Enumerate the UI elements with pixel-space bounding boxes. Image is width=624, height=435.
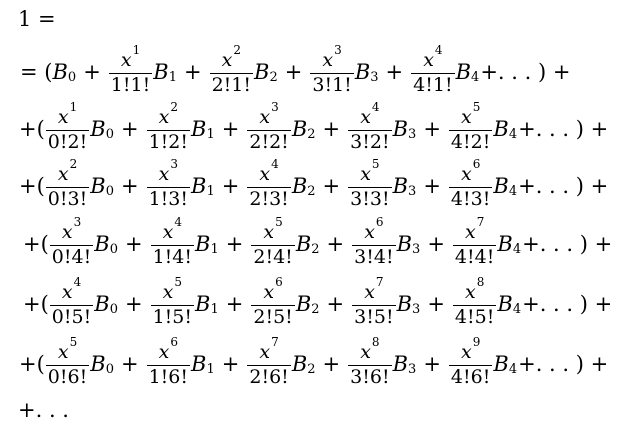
b-term: B $_2$ [295, 292, 320, 317]
subscript: 1 [168, 70, 177, 85]
subscript: 0 [67, 70, 77, 85]
exponent: 5 [174, 274, 182, 289]
fraction [449, 334, 492, 388]
b-term: B $_1$ [195, 292, 219, 317]
fraction-numerator: x $^6$ [158, 334, 178, 363]
fraction-numerator: x $^4$ [259, 156, 279, 185]
plus-operator: + [427, 292, 445, 316]
subscript: 2 [311, 302, 320, 317]
plus-operator: + [284, 60, 303, 84]
row-end: +. . . ) + [518, 352, 609, 376]
subscript: 1 [210, 242, 219, 257]
fraction-denominator: 4!1! [413, 73, 453, 96]
plus-operator: + [221, 117, 240, 141]
row-end: +. . . ) + [518, 117, 609, 141]
plus-operator: + [322, 352, 341, 376]
exponent: 9 [472, 334, 481, 349]
fraction [50, 274, 93, 328]
subscript: 4 [508, 184, 518, 199]
fraction [46, 334, 89, 388]
fraction-denominator: 3!2! [350, 130, 390, 153]
fraction-numerator: x $^4$ [360, 99, 380, 128]
b-term: B $_2$ [291, 352, 316, 377]
fraction-numerator: x $^9$ [460, 334, 481, 363]
fraction [310, 42, 353, 96]
exponent: 1 [69, 99, 78, 114]
plus-operator: + [183, 60, 202, 84]
b-term: B $_2$ [295, 232, 320, 257]
fraction-numerator: x $^7$ [259, 334, 279, 363]
fraction [46, 156, 89, 210]
subscript: 1 [210, 302, 219, 317]
row-end: +. . . ) + [518, 174, 609, 198]
subscript: 3 [412, 242, 421, 257]
exponent: 7 [271, 334, 279, 349]
fraction-numerator: x $^6$ [460, 156, 481, 185]
row-end: +. . . ) + [480, 60, 571, 84]
row-prefix: +( [23, 292, 49, 316]
subscript: 3 [408, 362, 417, 377]
subscript: 2 [311, 242, 320, 257]
fraction [251, 274, 294, 328]
line-ellipsis [18, 398, 69, 422]
b-term: B $_0$ [94, 232, 118, 257]
expansion-row [19, 156, 609, 210]
expansion-row [20, 42, 571, 96]
fraction [210, 42, 253, 96]
fraction-denominator: 2!1! [211, 73, 252, 96]
fraction-denominator: 0!5! [51, 305, 92, 328]
exponent: 6 [170, 334, 178, 349]
plus-operator: + [225, 292, 244, 316]
b-term: B $_4$ [497, 232, 522, 257]
plus-operator: + [124, 232, 143, 256]
row-prefix: +( [19, 352, 45, 376]
plus-operator: + [221, 174, 240, 198]
subscript: 0 [109, 242, 118, 257]
fraction-denominator: 2!3! [249, 187, 289, 210]
identity-text: 1 = [18, 7, 56, 31]
plus-operator: + [120, 117, 139, 141]
fraction-denominator: 4!2! [450, 130, 491, 153]
subscript: 4 [508, 127, 518, 142]
exponent: 7 [476, 214, 485, 229]
fraction-numerator: x $^5$ [263, 214, 283, 243]
plus-operator: + [225, 232, 244, 256]
fraction [449, 156, 492, 210]
exponent: 3 [73, 214, 82, 229]
fraction-denominator: 4!4! [454, 245, 495, 268]
fraction [147, 156, 190, 210]
fraction-numerator: x $^6$ [364, 214, 384, 243]
b-term: B $_2$ [291, 117, 316, 142]
subscript: 4 [512, 302, 522, 317]
b-term: B $_0$ [90, 352, 114, 377]
fraction [352, 274, 395, 328]
fraction [453, 274, 496, 328]
fraction-denominator: 3!5! [354, 305, 394, 328]
fraction-denominator: 0!2! [47, 130, 88, 153]
plus-operator: + [83, 60, 101, 84]
subscript: 4 [508, 362, 518, 377]
subscript: 2 [307, 362, 316, 377]
fraction [449, 99, 492, 153]
subscript: 1 [206, 184, 215, 199]
fraction-numerator: x $^5$ [162, 274, 182, 303]
subscript: 1 [206, 127, 215, 142]
exponent: 4 [73, 274, 82, 289]
fraction-numerator: x $^7$ [464, 214, 485, 243]
b-term: B $_4$ [497, 292, 522, 317]
expansion-row [23, 274, 613, 328]
b-term: B $_3$ [396, 292, 421, 317]
fraction-numerator: x $^8$ [360, 334, 380, 363]
fraction-denominator: 2!5! [253, 305, 293, 328]
exponent: 1 [132, 42, 141, 57]
subscript: 3 [408, 127, 417, 142]
fraction [348, 334, 391, 388]
subscript: 0 [109, 302, 118, 317]
b-term: B $_3$ [354, 60, 379, 85]
fraction-numerator: x $^7$ [364, 274, 384, 303]
b-term: B $_0$ [94, 292, 118, 317]
subscript: 4 [471, 70, 480, 85]
fraction-denominator: 1!3! [148, 187, 189, 210]
fraction [453, 214, 496, 268]
fraction [151, 214, 194, 268]
expansion-row [23, 214, 613, 268]
b-term: B $_1$ [191, 352, 215, 377]
plus-operator: + [385, 60, 404, 84]
row-end: +. . . ) + [522, 292, 613, 316]
exponent: 4 [371, 99, 380, 114]
fraction-denominator: 4!5! [454, 305, 495, 328]
row-prefix: +( [23, 232, 49, 256]
ellipsis-text: +. . . [18, 398, 69, 422]
plus-operator: + [322, 117, 341, 141]
fraction-numerator: x $^4$ [423, 42, 443, 71]
fraction [151, 274, 194, 328]
fraction-denominator: 2!2! [249, 130, 289, 153]
fraction-numerator: x $^2$ [57, 156, 78, 185]
exponent: 4 [271, 156, 279, 171]
fraction-numerator: x $^2$ [158, 99, 178, 128]
fraction-numerator: x $^1$ [57, 99, 78, 128]
row-prefix: = ( [20, 60, 53, 84]
exponent: 4 [434, 42, 443, 57]
subscript: 0 [105, 127, 114, 142]
fraction-denominator: 1!4! [152, 245, 193, 268]
fraction [147, 334, 190, 388]
exponent: 3 [334, 42, 342, 57]
subscript: 3 [412, 302, 421, 317]
row-prefix: +( [19, 174, 45, 198]
exponent: 6 [472, 156, 481, 171]
exponent: 6 [275, 274, 283, 289]
plus-operator: + [322, 174, 341, 198]
fraction-numerator: x $^3$ [158, 156, 178, 185]
exponent: 5 [472, 99, 481, 114]
fraction-denominator: 3!3! [350, 187, 390, 210]
exponent: 8 [371, 334, 380, 349]
b-term: B $_3$ [396, 232, 421, 257]
fraction [247, 334, 290, 388]
b-term: B $_3$ [392, 352, 417, 377]
plus-operator: + [120, 352, 139, 376]
b-term: B $_0$ [90, 174, 114, 199]
exponent: 5 [275, 214, 283, 229]
plus-operator: + [120, 174, 139, 198]
plus-operator: + [326, 232, 345, 256]
fraction [251, 214, 294, 268]
fraction-denominator: 0!3! [47, 187, 88, 210]
fraction-numerator: x $^5$ [360, 156, 380, 185]
fraction [247, 156, 290, 210]
fraction-denominator: 2!4! [253, 245, 293, 268]
fraction-numerator: x $^3$ [259, 99, 279, 128]
fraction-denominator: 1!6! [148, 365, 189, 388]
b-term: B $_4$ [455, 60, 480, 85]
fraction [50, 214, 93, 268]
fraction-denominator: 3!6! [350, 365, 390, 388]
b-term: B $_2$ [291, 174, 316, 199]
b-term: B $_1$ [153, 60, 177, 85]
exponent: 5 [69, 334, 78, 349]
b-term: B $_1$ [191, 117, 215, 142]
plus-operator: + [326, 292, 345, 316]
subscript: 3 [370, 70, 379, 85]
exponent: 3 [271, 99, 279, 114]
subscript: 2 [307, 184, 316, 199]
subscript: 2 [307, 127, 316, 142]
fraction [247, 99, 290, 153]
subscript: 3 [408, 184, 417, 199]
fraction [109, 42, 152, 96]
exponent: 4 [174, 214, 182, 229]
subscript: 2 [269, 70, 278, 85]
plus-operator: + [221, 352, 240, 376]
b-term: B $_3$ [392, 174, 417, 199]
fraction-numerator: x $^3$ [322, 42, 342, 71]
subscript: 1 [206, 362, 215, 377]
exponent: 7 [375, 274, 384, 289]
exponent: 2 [170, 99, 178, 114]
subscript: 0 [105, 362, 114, 377]
plus-operator: + [423, 352, 441, 376]
b-term: B $_0$ [52, 60, 77, 85]
exponent: 2 [233, 42, 241, 57]
fraction-denominator: 4!6! [450, 365, 491, 388]
subscript: 0 [105, 184, 114, 199]
plus-operator: + [124, 292, 143, 316]
fraction-denominator: 0!4! [51, 245, 92, 268]
b-term: B $_4$ [493, 174, 518, 199]
exponent: 3 [170, 156, 178, 171]
expansion-row [19, 99, 609, 153]
plus-operator: + [423, 174, 441, 198]
fraction-denominator: 1!2! [148, 130, 189, 153]
exponent: 6 [375, 214, 384, 229]
line-identity [18, 7, 56, 31]
expansion-row [19, 334, 609, 388]
fraction [411, 42, 454, 96]
b-term: B $_4$ [493, 117, 518, 142]
fraction [46, 99, 89, 153]
fraction-numerator: x $^4$ [162, 214, 182, 243]
exponent: 2 [69, 156, 78, 171]
b-term: B $_3$ [392, 117, 417, 142]
plus-operator: + [423, 117, 441, 141]
b-term: B $_0$ [90, 117, 114, 142]
subscript: 4 [512, 242, 522, 257]
row-end: +. . . ) + [522, 232, 613, 256]
b-term: B $_1$ [191, 174, 215, 199]
fraction-numerator: x $^5$ [57, 334, 78, 363]
fraction [352, 214, 395, 268]
b-term: B $_4$ [493, 352, 518, 377]
fraction-numerator: x $^3$ [61, 214, 82, 243]
fraction-denominator: 4!3! [450, 187, 491, 210]
fraction-denominator: 2!6! [249, 365, 289, 388]
fraction-denominator: 3!1! [312, 73, 352, 96]
exponent: 8 [476, 274, 485, 289]
fraction-numerator: x $^6$ [263, 274, 283, 303]
fraction [348, 99, 391, 153]
fraction [147, 99, 190, 153]
fraction-numerator: x $^1$ [120, 42, 141, 71]
plus-operator: + [427, 232, 445, 256]
fraction-denominator: 3!4! [354, 245, 394, 268]
row-prefix: +( [19, 117, 45, 141]
fraction-numerator: x $^5$ [460, 99, 481, 128]
fraction-denominator: 1!1! [110, 73, 151, 96]
fraction-denominator: 0!6! [47, 365, 88, 388]
fraction-numerator: x $^2$ [221, 42, 241, 71]
fraction-numerator: x $^4$ [61, 274, 82, 303]
b-term: B $_2$ [254, 60, 278, 85]
fraction-numerator: x $^8$ [464, 274, 485, 303]
b-term: B $_1$ [195, 232, 219, 257]
exponent: 5 [371, 156, 380, 171]
fraction [348, 156, 391, 210]
fraction-denominator: 1!5! [152, 305, 193, 328]
